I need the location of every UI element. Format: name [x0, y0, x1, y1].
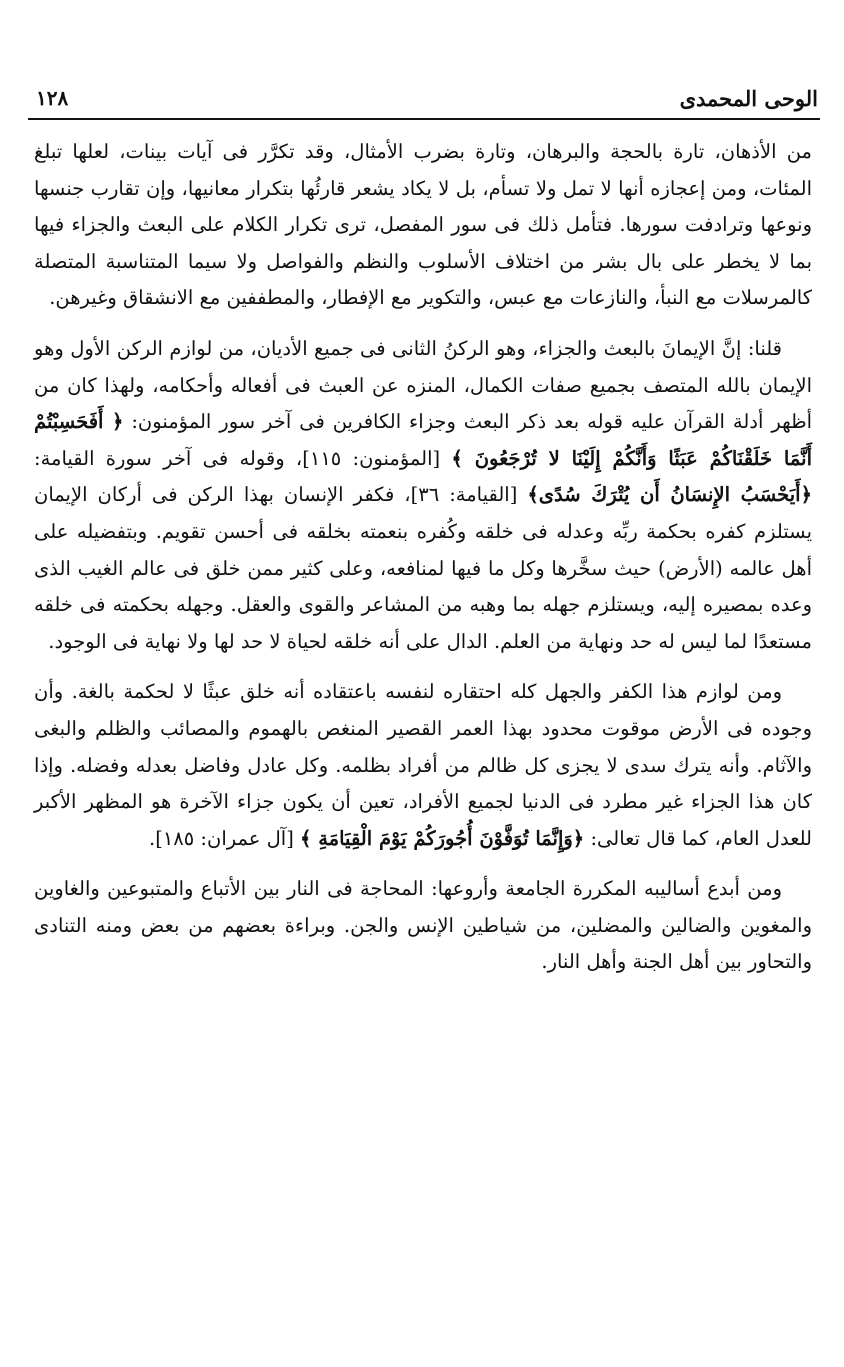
text-run: ومن لوازم هذا الكفر والجهل كله احتقاره لنفسه باعتقاده أنه خلق عبثًا لا لحكمة بالغة. وأن وجوده فى الأرض موقوت محدود بهذا العمر القصير المنغص بالهموم والمصائب والظلم والبغى والآثام. وأنه يترك سدى لا يجزى كل ظالم من أفراد بظلمه. وكل عادل وفاضل بعدله وفضله. وإذا كان هذا الجزاء غير مطرد فى الدنيا لجميع الأفراد، تعين أن يكون جزاء الآخرة هو المظهر الأكبر للعدل العام، كما قال تعالى: [34, 680, 812, 850]
body-text [34, 134, 812, 995]
quran-verse: ﴿وَإِنَّمَا تُوَفَّوْنَ أُجُورَكُمْ يَوْمَ الْقِيَامَةِ ﴾ [300, 826, 585, 850]
text-run: ومن أبدع أساليبه المكررة الجامعة وأروعها: المحاجة فى النار بين الأتباع والمتبوعين والغاوين والمغوين والضالين والمضلين، من شياطين الإنس والجن. وبراءة بعضهم من بعض ومنه التنادى والتحاور بين أهل الجنة وأهل النار. [34, 877, 812, 974]
paragraph-2 [34, 331, 812, 660]
text-run: [القيامة: ٣٦]، فكفر الإنسان بهذا الركن فى أركان الإيمان يستلزم كفره بحكمة ربِّه وعدله فى خلقه وكُفره بنعمته بخلقه فى أحسن تقويم. وبتفضيله على أهل عالمه (الأرض) حيث سخَّرها وكل ما فيها لمنافعه، وعلى كثير ممن خلق فى عالم الغيب الذى وعده بمصيره إليه، ويستلزم جهله بما وهبه من المشاعر والقوى والعقل. وجهله بحكمته فى خلقه مستعدًا لما ليس له حد ونهاية من العلم. الدال على أنه خلقه لحياة لا حد لها ولا نهاية فى الوجود. [34, 483, 812, 653]
text-run: من الأذهان، تارة بالحجة والبرهان، وتارة بضرب الأمثال، وقد تكرَّر فى آيات بينات، لعلها تبلغ المئات، ومن إعجازه أنها لا تمل ولا تسأم، بل لا يكاد يشعر قارئُها بتكرار معانيها، وإن تقارب جنسها ونوعها وترادفت سورها. فتأمل ذلك فى سور المفصل، ترى تكرار الكلام على البعث والجزاء فيها بما لا يخطر على بال بشر من اختلاف الأسلوب والنظم والفواصل ولا سيما المتناسبة المتصلة كالمرسلات مع النبأ، والنازعات مع عبس، والتكوير مع الإفطار، والمطففين مع الانشقاق وغيرهن. [34, 140, 812, 310]
header-rule [28, 118, 820, 120]
page-header [28, 84, 818, 118]
text-run: [المؤمنون: ١١٥]، وقوله فى آخر سورة القيامة: [34, 446, 452, 470]
quran-verse: ﴿ أَفَحَسِبْتُمْ أَنَّمَا خَلَقْنَاكُمْ عَبَثًا وَأَنَّكُمْ إِلَيْنَا لا تُرْجَعُونَ ﴾ [34, 410, 812, 470]
paragraph-4 [34, 871, 812, 981]
paragraph-3 [34, 674, 812, 857]
text-run: [آل عمران: ١٨٥]. [149, 826, 300, 850]
paragraph-1 [34, 134, 812, 317]
text-run: قلنا: إنَّ الإيمانَ بالبعث والجزاء، وهو الركنُ الثانى فى جميع الأديان، من لوازم الركن الأول وهو الإيمان بالله المتصف بجميع صفات الكمال، المنزه عن العبث فى أفعاله وأحكامه، ولهذا كان من أظهر أدلة القرآن عليه قوله بعد ذكر البعث وجزاء الكافرين فى آخر سور المؤمنون: [34, 336, 813, 434]
page-number: ١٢٨ [36, 86, 69, 110]
quran-verse: ﴿أَيَحْسَبُ الإِنسَانُ أَن يُتْرَكَ سُدًى﴾ [527, 483, 813, 507]
running-title: الوحى المحمدى [679, 86, 818, 111]
